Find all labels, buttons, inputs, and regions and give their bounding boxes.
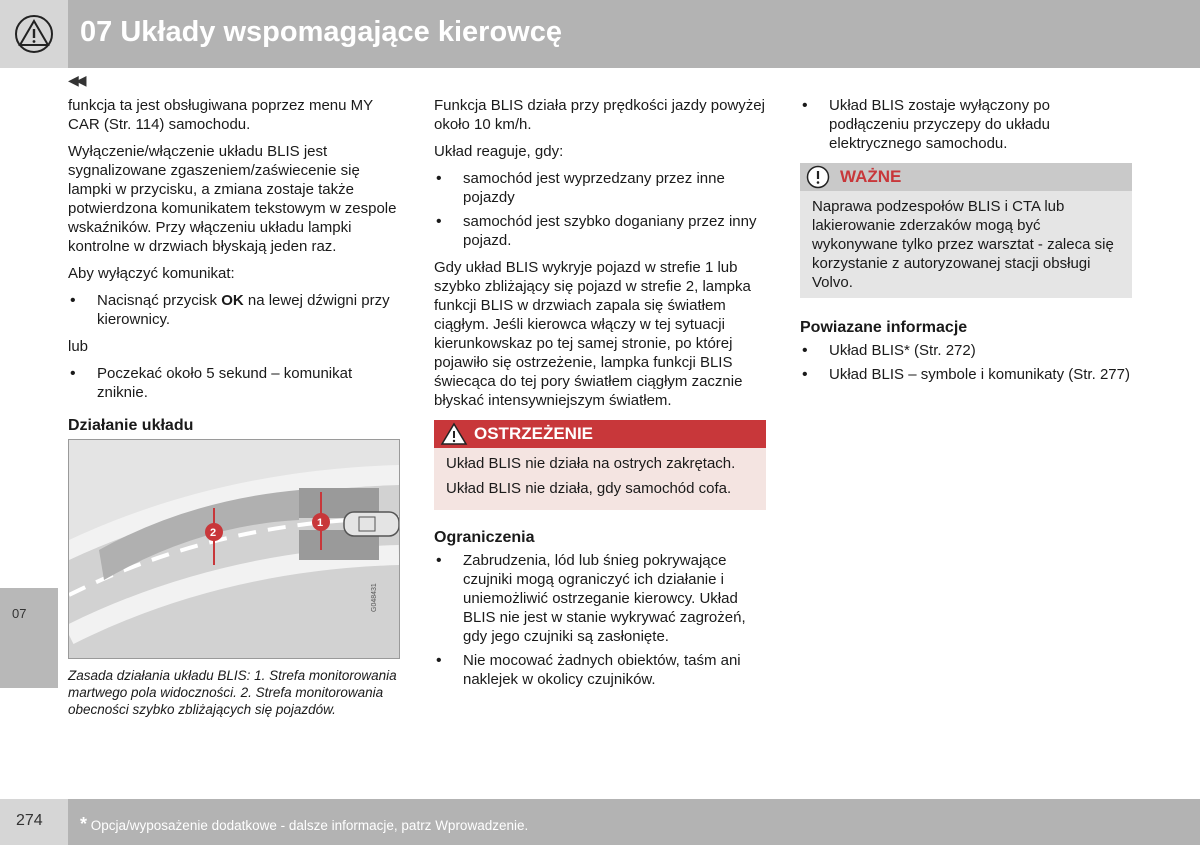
list-item: • samochód jest wyprzedzany przez inne pojazdy <box>434 169 766 207</box>
figure-code: G048431 <box>371 583 378 612</box>
warning-title: OSTRZEŻENIE <box>474 424 594 443</box>
section-heading: Działanie układu <box>68 417 194 434</box>
list-item: • Nie mocować żadnych obiektów, taśm ani naklejek w okolicy czujników. <box>434 651 766 689</box>
blis-diagram <box>68 439 400 659</box>
paragraph: Gdy układ BLIS wykryje pojazd w strefie 1 lub szybko zbliżający się pojazd w strefie 2, lampka funkcji BLIS w drzwiach zapala się światłem ciągłym. Jeśli kierowca włączy w tej sytuacji kierunkowskaz po tej samej stronie, po której pojawiło się ostrzeżenie, lampka funkcji BLIS świecąca do tej pory światłem ciągłym zacznie błyskać intensywniejszym światłem. <box>434 259 751 409</box>
warning-header <box>434 420 766 448</box>
important-header <box>800 163 1132 191</box>
page-title: 07 Układy wspomagające kierowcę <box>80 16 562 48</box>
list-item: • Poczekać około 5 sekund – komunikat zniknie. <box>68 364 400 402</box>
ok-key-label: OK <box>221 292 244 309</box>
paragraph: Funkcja BLIS działa przy prędkości jazdy powyżej około 10 km/h. <box>434 97 765 133</box>
bullet-list <box>434 551 766 689</box>
car-icon <box>344 512 399 536</box>
page-footer <box>0 799 1200 845</box>
figure-caption: Zasada działania układu BLIS: 1. Strefa monitorowania martwego pola widoczności. 2. Strefa monitorowania obecności szybko zbliżających się pojazdów. <box>68 668 397 717</box>
zone-2-label: 2 <box>210 527 217 539</box>
list-item: • Nacisnąć przycisk OK na lewej dźwigni przy kierownicy. <box>68 291 400 329</box>
paragraph: Układ reaguje, gdy: <box>434 143 564 160</box>
important-box <box>800 163 1132 298</box>
page-number-box <box>0 799 68 845</box>
chapter-tab-label: 07 <box>12 606 27 621</box>
warning-box <box>434 420 766 510</box>
page-header <box>0 0 1200 68</box>
chapter-tab <box>0 588 58 688</box>
zone-1-label: 1 <box>317 517 324 529</box>
important-title: WAŻNE <box>840 167 902 186</box>
warning-triangle-icon <box>440 422 468 446</box>
header-icon-box <box>0 0 68 68</box>
related-links <box>800 341 1132 384</box>
related-link[interactable]: • Układ BLIS* (Str. 272) <box>800 341 1132 360</box>
paragraph: lub <box>68 338 89 355</box>
warning-text: Układ BLIS nie działa na ostrych zakrętach. <box>446 455 736 472</box>
column-3 <box>800 96 1132 392</box>
section-heading: Powiazane informacje <box>800 319 968 336</box>
list-item: • Zabrudzenia, lód lub śnieg pokrywające czujniki mogą ograniczyć ich działanie i uniemożliwić ostrzeganie kierowcy. Układ BLIS nie jest w stanie wykrywać zagrożeń, gdy jego czujniki są zasłonięte. <box>434 551 766 646</box>
bullet-list <box>68 291 400 329</box>
warning-body <box>434 448 766 510</box>
paragraph: Wyłączenie/włączenie układu BLIS jest sygnalizowane zgaszeniem/zaświecenie się lampki w przycisku, a zmiana zostaje także potwierdzona komunikatem tekstowym w zespole wskaźników. Przy włączeniu układu lampki kontrolne w drzwiach błyskają jeden raz. <box>68 143 397 255</box>
related-link[interactable]: • Układ BLIS – symbole i komunikaty (Str. 277) <box>800 365 1132 384</box>
list-item: • samochód jest szybko doganiany przez inny pojazd. <box>434 212 766 250</box>
warning-triangle-icon <box>12 14 56 54</box>
list-item: • Układ BLIS zostaje wyłączony po podłączeniu przyczepy do układu elektrycznego samochodu. <box>800 96 1132 153</box>
column-1 <box>68 96 400 718</box>
asterisk-mark: * <box>80 814 88 834</box>
warning-text: Układ BLIS nie działa, gdy samochód cofa. <box>446 480 732 497</box>
bullet-list <box>68 364 400 402</box>
important-body: Naprawa podzespołów BLIS i CTA lub lakierowanie zderzaków mogą być wykonywane tylko przez warsztat - zaleca się korzystanie z autoryzowanej stacji obsługi Volvo. <box>812 198 1114 291</box>
footer-note: * Opcja/wyposażenie dodatkowe - dalsze informacje, patrz Wprowadzenie. <box>80 814 529 834</box>
bullet-list <box>434 169 766 250</box>
page-number: 274 <box>16 812 43 829</box>
exclamation-circle-icon <box>806 165 830 189</box>
paragraph: funkcja ta jest obsługiwana poprzez menu MY CAR (Str. 114) samochodu. <box>68 97 373 133</box>
paragraph: Aby wyłączyć komunikat: <box>68 265 235 282</box>
column-2 <box>434 96 766 697</box>
continued-marker: ◀◀ <box>68 72 84 88</box>
section-heading: Ograniczenia <box>434 529 535 546</box>
bullet-list <box>800 96 1132 153</box>
road-illustration <box>69 440 399 658</box>
